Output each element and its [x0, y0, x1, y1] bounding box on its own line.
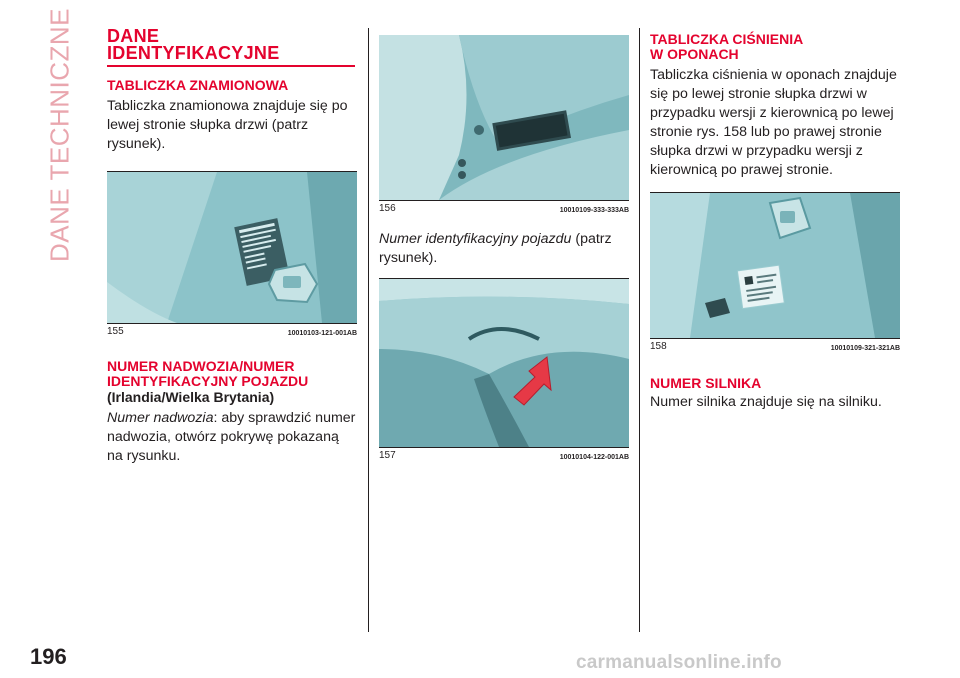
main-title-line-1: DANE [107, 26, 160, 46]
column-3 [650, 28, 900, 412]
figure-155-bottom-rule [107, 323, 357, 324]
figure-158-bottom-rule [650, 338, 900, 339]
column-divider-2 [639, 28, 640, 632]
side-section-title [30, 7, 90, 263]
column-2 [379, 35, 629, 461]
section-engine-number [650, 376, 900, 412]
figure-155-number: 155 [107, 325, 124, 337]
text-body-number-rest: : aby sprawdzić numer nadwozia, otwórz pokrywę pokazaną na rysunku. [107, 409, 356, 464]
figure-156 [379, 35, 629, 214]
figure-158-code: 10010109-321-321AB [830, 345, 900, 352]
heading-engine-number: NUMER SILNIKA [650, 375, 762, 391]
column-divider-1 [368, 28, 369, 632]
figure-157-bottom-rule [379, 447, 629, 448]
figure-158-caption [650, 341, 900, 352]
figure-156-code: 10010109-333-333AB [559, 207, 629, 214]
heading-tyre-pressure-line-2: W OPONACH [650, 46, 739, 62]
text-vin-term: Numer identyfikacyjny pojazdu [379, 231, 572, 247]
figure-155-image [107, 172, 357, 323]
figure-156-bottom-rule [379, 200, 629, 201]
page-main-title [107, 28, 357, 62]
figure-156-image [379, 35, 629, 200]
section-tyre-pressure [650, 32, 900, 180]
figure-156-caption [379, 203, 629, 214]
heading-body-number-line-2: IDENTYFIKACYJNY POJAZDU [107, 372, 309, 389]
door-pillar-plate-photo [107, 172, 357, 323]
tyre-label-photo [650, 193, 900, 338]
title-underline [107, 65, 355, 67]
heading-body-number-line-1: NUMER NADWOZIA/NUMER [107, 357, 295, 374]
text-body-number [107, 409, 357, 466]
watermark: carmanualsonline.info [576, 652, 782, 673]
text-engine-number: Numer silnika znajduje się na silniku. [650, 394, 882, 410]
heading-tyre-pressure-line-1: TABLICZKA CIŚNIENIA [650, 31, 804, 47]
figure-157-image [379, 279, 629, 447]
subheading-ireland-uk: (Irlandia/Wielka Brytania) [107, 388, 275, 405]
figure-157-caption [379, 450, 629, 461]
page-number: 196 [30, 644, 67, 669]
side-section-title-text: DANE TECHNICZNE [44, 7, 75, 263]
vin-cover-photo [379, 279, 629, 447]
figure-157 [379, 278, 629, 461]
section-vin [107, 359, 357, 466]
text-vin-rest: (patrz rysunek). [379, 231, 612, 266]
seat-floor-plate-photo [379, 35, 629, 200]
column-1 [107, 28, 357, 466]
text-body-number-term: Numer nadwozia [107, 409, 214, 426]
figure-157-code: 10010104-122-001AB [559, 454, 629, 461]
main-title-line-2: IDENTYFIKACYJNE [107, 43, 280, 63]
figure-157-number: 157 [379, 450, 396, 461]
figure-158 [650, 192, 900, 352]
figure-158-image [650, 193, 900, 338]
figure-155-caption [107, 326, 357, 337]
figure-155 [107, 171, 357, 337]
figure-158-number: 158 [650, 341, 667, 352]
heading-rating-plate: TABLICZKA ZNAMIONOWA [107, 76, 289, 93]
text-vin [379, 230, 629, 268]
figure-156-number: 156 [379, 203, 396, 214]
figure-155-code: 10010103-121-001AB [287, 329, 357, 337]
text-tyre-pressure: Tabliczka ciśnienia w oponach znajduje się po lewej stronie słupka drzwi w przypadku wersji z kierownicą po lewej stronie rys. 158 lub po prawej stronie słupka drzwi w przypadku wersji z kierownicą po prawej stronie. [650, 67, 897, 178]
text-rating-plate: Tabliczka znamionowa znajduje się po lewej stronie słupka drzwi (patrz rysunek). [107, 97, 348, 152]
